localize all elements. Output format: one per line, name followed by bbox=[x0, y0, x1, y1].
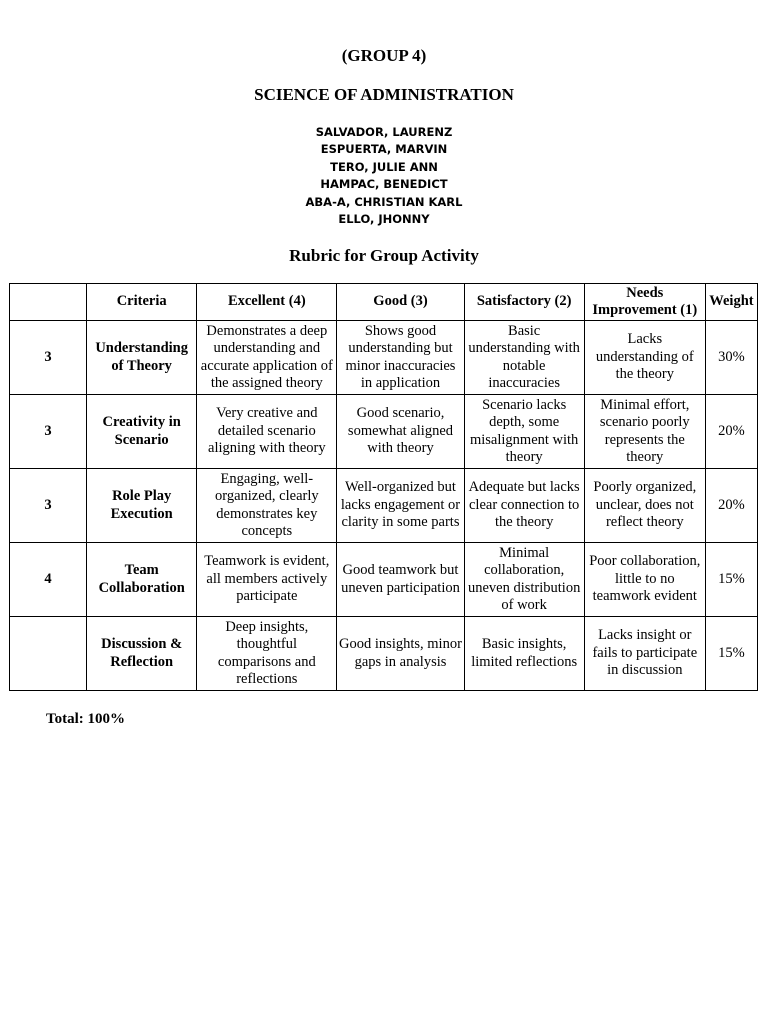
criteria-cell: Creativity in Scenario bbox=[87, 395, 197, 469]
header-score bbox=[10, 284, 87, 321]
criteria-cell: Discussion & Reflection bbox=[87, 617, 197, 691]
member-name: HAMPAC, BENEDICT bbox=[320, 177, 448, 192]
rubric-title: Rubric for Group Activity bbox=[289, 246, 479, 265]
good-cell: Good teamwork but uneven participation bbox=[337, 543, 464, 617]
excellent-cell: Engaging, well-organized, clearly demonstrates key concepts bbox=[197, 469, 337, 543]
header-excellent: Excellent (4) bbox=[197, 284, 337, 321]
weight-cell: 20% bbox=[705, 469, 757, 543]
member-name: ELLO, JHONNY bbox=[338, 212, 430, 227]
excellent-cell: Teamwork is evident, all members actively participate bbox=[197, 543, 337, 617]
criteria-cell: Role Play Execution bbox=[87, 469, 197, 543]
member-list bbox=[0, 124, 768, 228]
group-title: (GROUP 4) bbox=[341, 46, 427, 65]
weight-cell: 15% bbox=[705, 617, 757, 691]
header-good: Good (3) bbox=[337, 284, 464, 321]
table-row bbox=[10, 469, 758, 543]
good-cell: Good scenario, somewhat aligned with theory bbox=[337, 395, 464, 469]
header-satisfactory: Satisfactory (2) bbox=[464, 284, 584, 321]
table-header-row bbox=[10, 284, 758, 321]
member-name: ESPUERTA, MARVIN bbox=[320, 142, 448, 157]
good-cell: Good insights, minor gaps in analysis bbox=[337, 617, 464, 691]
weight-cell: 20% bbox=[705, 395, 757, 469]
excellent-cell: Deep insights, thoughtful comparisons and reflections bbox=[197, 617, 337, 691]
table-row bbox=[10, 321, 758, 395]
member-name: TERO, JULIE ANN bbox=[330, 159, 438, 174]
table-row bbox=[10, 543, 758, 617]
criteria-cell: Team Collaboration bbox=[87, 543, 197, 617]
score-cell: 3 bbox=[10, 321, 87, 395]
table-row bbox=[10, 617, 758, 691]
satisfactory-cell: Minimal collaboration, uneven distribution of work bbox=[464, 543, 584, 617]
excellent-cell: Very creative and detailed scenario aligning with theory bbox=[197, 395, 337, 469]
member-name: ABA-A, CHRISTIAN KARL bbox=[305, 194, 463, 209]
table-row bbox=[10, 395, 758, 469]
header-criteria: Criteria bbox=[87, 284, 197, 321]
weight-cell: 15% bbox=[705, 543, 757, 617]
needs-improvement-cell: Lacks insight or fails to participate in discussion bbox=[584, 617, 705, 691]
header-weight: Weight bbox=[705, 284, 757, 321]
document-title: SCIENCE OF ADMINISTRATION bbox=[254, 85, 514, 104]
needs-improvement-cell: Minimal effort, scenario poorly represents the theory bbox=[584, 395, 705, 469]
rubric-table bbox=[9, 283, 758, 691]
satisfactory-cell: Scenario lacks depth, some misalignment with theory bbox=[464, 395, 584, 469]
header-needs-improvement: Needs Improvement (1) bbox=[584, 284, 705, 321]
weight-cell: 30% bbox=[705, 321, 757, 395]
satisfactory-cell: Basic insights, limited reflections bbox=[464, 617, 584, 691]
score-cell: 4 bbox=[10, 543, 87, 617]
needs-improvement-cell: Poor collaboration, little to no teamwork evident bbox=[584, 543, 705, 617]
good-cell: Well-organized but lacks engagement or clarity in some parts bbox=[337, 469, 464, 543]
score-cell: 3 bbox=[10, 469, 87, 543]
member-name: SALVADOR, LAURENZ bbox=[315, 125, 453, 139]
satisfactory-cell: Adequate but lacks clear connection to the theory bbox=[464, 469, 584, 543]
needs-improvement-cell: Poorly organized, unclear, does not reflect theory bbox=[584, 469, 705, 543]
needs-improvement-cell: Lacks understanding of the theory bbox=[584, 321, 705, 395]
good-cell: Shows good understanding but minor inaccuracies in application bbox=[337, 321, 464, 395]
total-label: Total: 100% bbox=[46, 711, 126, 727]
score-cell bbox=[10, 617, 87, 691]
satisfactory-cell: Basic understanding with notable inaccuracies bbox=[464, 321, 584, 395]
score-cell: 3 bbox=[10, 395, 87, 469]
criteria-cell: Understanding of Theory bbox=[87, 321, 197, 395]
excellent-cell: Demonstrates a deep understanding and accurate application of the assigned theory bbox=[197, 321, 337, 395]
